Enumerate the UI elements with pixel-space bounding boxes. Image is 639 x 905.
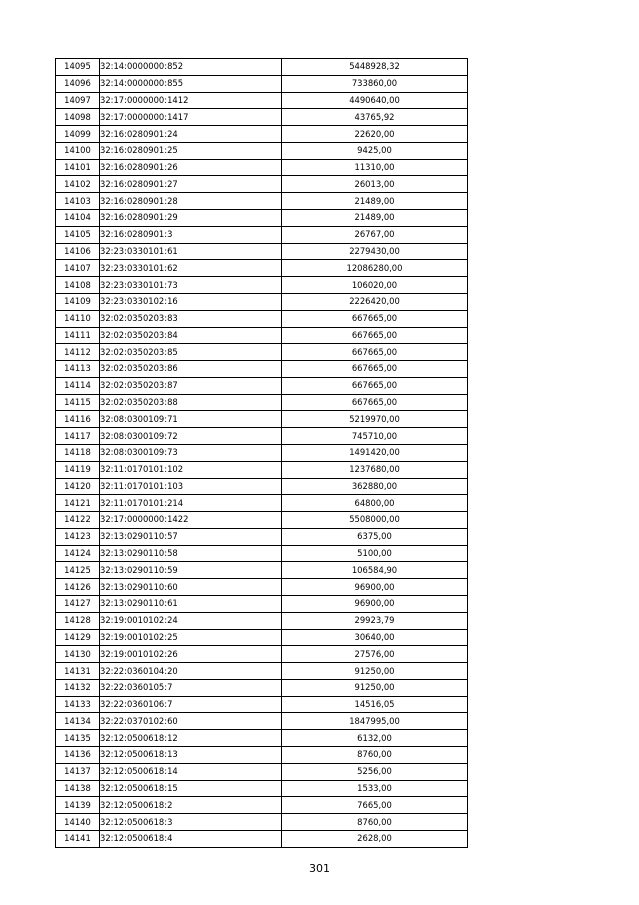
cadastral-value-cell: 5100,00 (282, 545, 468, 562)
cadastral-number-cell: 32:16:0280901:25 (100, 142, 282, 159)
cadastral-number-cell: 32:12:0500618:14 (100, 763, 282, 780)
table-row (56, 142, 468, 159)
table-row (56, 830, 468, 847)
cadastral-value-cell: 26013,00 (282, 176, 468, 193)
cadastral-value-cell: 96900,00 (282, 579, 468, 596)
table-row (56, 109, 468, 126)
cadastral-value-cell: 8760,00 (282, 747, 468, 764)
cadastral-value-cell: 362880,00 (282, 478, 468, 495)
row-number-cell: 14125 (56, 562, 100, 579)
cadastral-value-cell: 5219970,00 (282, 411, 468, 428)
row-number-cell: 14121 (56, 495, 100, 512)
row-number-cell: 14098 (56, 109, 100, 126)
cadastral-number-cell: 32:13:0290110:58 (100, 545, 282, 562)
table-row (56, 814, 468, 831)
row-number-cell: 14106 (56, 243, 100, 260)
cadastral-value-cell: 7665,00 (282, 797, 468, 814)
cadastral-value-cell: 667665,00 (282, 377, 468, 394)
table-row (56, 646, 468, 663)
cadastral-number-cell: 32:14:0000000:855 (100, 75, 282, 92)
cadastral-value-cell: 745710,00 (282, 428, 468, 445)
cadastral-number-cell: 32:16:0280901:26 (100, 159, 282, 176)
row-number-cell: 14108 (56, 277, 100, 294)
row-number-cell: 14132 (56, 679, 100, 696)
cadastral-value-cell: 27576,00 (282, 646, 468, 663)
table-row (56, 545, 468, 562)
row-number-cell: 14111 (56, 327, 100, 344)
cadastral-value-cell: 106020,00 (282, 277, 468, 294)
table-row (56, 780, 468, 797)
cadastral-number-cell: 32:08:0300109:72 (100, 428, 282, 445)
cadastral-value-cell: 91250,00 (282, 679, 468, 696)
cadastral-number-cell: 32:22:0360104:20 (100, 663, 282, 680)
cadastral-number-cell: 32:12:0500618:12 (100, 730, 282, 747)
cadastral-number-cell: 32:16:0280901:29 (100, 210, 282, 227)
cadastral-value-cell: 11310,00 (282, 159, 468, 176)
cadastral-value-cell: 21489,00 (282, 210, 468, 227)
cadastral-number-cell: 32:16:0280901:28 (100, 193, 282, 210)
cadastral-number-cell: 32:19:0010102:24 (100, 612, 282, 629)
table-row (56, 512, 468, 529)
cadastral-value-cell: 106584,90 (282, 562, 468, 579)
cadastral-number-cell: 32:08:0300109:73 (100, 444, 282, 461)
table-row (56, 193, 468, 210)
row-number-cell: 14113 (56, 361, 100, 378)
table-row (56, 663, 468, 680)
table-row (56, 260, 468, 277)
row-number-cell: 14133 (56, 696, 100, 713)
table-row (56, 478, 468, 495)
table-row (56, 75, 468, 92)
cadastral-value-cell: 26767,00 (282, 226, 468, 243)
cadastral-value-cell: 2628,00 (282, 830, 468, 847)
cadastral-value-cell: 2226420,00 (282, 293, 468, 310)
table-row (56, 461, 468, 478)
cadastral-value-cell: 91250,00 (282, 663, 468, 680)
cadastral-value-cell: 96900,00 (282, 596, 468, 613)
row-number-cell: 14127 (56, 596, 100, 613)
table-row (56, 444, 468, 461)
row-number-cell: 14128 (56, 612, 100, 629)
row-number-cell: 14126 (56, 579, 100, 596)
row-number-cell: 14114 (56, 377, 100, 394)
table-row (56, 377, 468, 394)
table-row (56, 344, 468, 361)
table-row (56, 226, 468, 243)
table-row (56, 243, 468, 260)
table-row (56, 411, 468, 428)
row-number-cell: 14123 (56, 528, 100, 545)
cadastral-number-cell: 32:23:0330102:16 (100, 293, 282, 310)
cadastral-number-cell: 32:17:0000000:1422 (100, 512, 282, 529)
table-body (56, 59, 468, 848)
row-number-cell: 14101 (56, 159, 100, 176)
row-number-cell: 14129 (56, 629, 100, 646)
row-number-cell: 14124 (56, 545, 100, 562)
row-number-cell: 14120 (56, 478, 100, 495)
cadastral-value-cell: 22620,00 (282, 126, 468, 143)
cadastral-number-cell: 32:11:0170101:214 (100, 495, 282, 512)
table-row (56, 696, 468, 713)
cadastral-value-cell: 12086280,00 (282, 260, 468, 277)
table-row (56, 495, 468, 512)
cadastral-value-cell: 6375,00 (282, 528, 468, 545)
cadastral-value-cell: 733860,00 (282, 75, 468, 92)
row-number-cell: 14107 (56, 260, 100, 277)
table-row (56, 210, 468, 227)
cadastral-value-cell: 9425,00 (282, 142, 468, 159)
row-number-cell: 14096 (56, 75, 100, 92)
cadastral-number-cell: 32:02:0350203:86 (100, 361, 282, 378)
cadastral-number-cell: 32:22:0360105:7 (100, 679, 282, 696)
row-number-cell: 14141 (56, 830, 100, 847)
cadastral-value-table (55, 58, 468, 848)
table-row (56, 126, 468, 143)
table-row (56, 562, 468, 579)
table-row (56, 59, 468, 76)
table-row (56, 747, 468, 764)
cadastral-number-cell: 32:16:0280901:3 (100, 226, 282, 243)
table-row (56, 629, 468, 646)
cadastral-value-cell: 1237680,00 (282, 461, 468, 478)
cadastral-value-cell: 667665,00 (282, 310, 468, 327)
row-number-cell: 14117 (56, 428, 100, 445)
row-number-cell: 14109 (56, 293, 100, 310)
cadastral-number-cell: 32:12:0500618:2 (100, 797, 282, 814)
cadastral-number-cell: 32:02:0350203:88 (100, 394, 282, 411)
cadastral-value-cell: 667665,00 (282, 327, 468, 344)
cadastral-number-cell: 32:16:0280901:27 (100, 176, 282, 193)
row-number-cell: 14104 (56, 210, 100, 227)
row-number-cell: 14138 (56, 780, 100, 797)
cadastral-value-cell: 21489,00 (282, 193, 468, 210)
row-number-cell: 14136 (56, 747, 100, 764)
row-number-cell: 14102 (56, 176, 100, 193)
table-row (56, 679, 468, 696)
cadastral-number-cell: 32:02:0350203:83 (100, 310, 282, 327)
cadastral-value-cell: 8760,00 (282, 814, 468, 831)
row-number-cell: 14130 (56, 646, 100, 663)
cadastral-value-cell: 6132,00 (282, 730, 468, 747)
cadastral-value-cell: 5508000,00 (282, 512, 468, 529)
cadastral-number-cell: 32:23:0330101:61 (100, 243, 282, 260)
cadastral-value-cell: 2279430,00 (282, 243, 468, 260)
cadastral-value-cell: 1533,00 (282, 780, 468, 797)
cadastral-number-cell: 32:02:0350203:84 (100, 327, 282, 344)
table-row (56, 293, 468, 310)
cadastral-number-cell: 32:11:0170101:102 (100, 461, 282, 478)
row-number-cell: 14119 (56, 461, 100, 478)
table-row (56, 579, 468, 596)
cadastral-number-cell: 32:17:0000000:1412 (100, 92, 282, 109)
table-row (56, 428, 468, 445)
table-row (56, 176, 468, 193)
table-row (56, 763, 468, 780)
row-number-cell: 14135 (56, 730, 100, 747)
row-number-cell: 14131 (56, 663, 100, 680)
page-number: 301 (309, 862, 330, 875)
cadastral-number-cell: 32:14:0000000:852 (100, 59, 282, 76)
cadastral-number-cell: 32:02:0350203:87 (100, 377, 282, 394)
cadastral-number-cell: 32:23:0330101:62 (100, 260, 282, 277)
row-number-cell: 14140 (56, 814, 100, 831)
row-number-cell: 14097 (56, 92, 100, 109)
row-number-cell: 14105 (56, 226, 100, 243)
row-number-cell: 14118 (56, 444, 100, 461)
cadastral-number-cell: 32:13:0290110:60 (100, 579, 282, 596)
table-row (56, 394, 468, 411)
cadastral-number-cell: 32:22:0360106:7 (100, 696, 282, 713)
row-number-cell: 14110 (56, 310, 100, 327)
table-row (56, 327, 468, 344)
cadastral-number-cell: 32:13:0290110:61 (100, 596, 282, 613)
table-row (56, 92, 468, 109)
cadastral-number-cell: 32:19:0010102:26 (100, 646, 282, 663)
cadastral-value-cell: 29923,79 (282, 612, 468, 629)
row-number-cell: 14122 (56, 512, 100, 529)
cadastral-value-cell: 4490640,00 (282, 92, 468, 109)
cadastral-number-cell: 32:12:0500618:15 (100, 780, 282, 797)
cadastral-value-cell: 43765,92 (282, 109, 468, 126)
cadastral-number-cell: 32:12:0500618:13 (100, 747, 282, 764)
table-row (56, 277, 468, 294)
row-number-cell: 14095 (56, 59, 100, 76)
row-number-cell: 14115 (56, 394, 100, 411)
table-row (56, 612, 468, 629)
cadastral-value-cell: 14516,05 (282, 696, 468, 713)
cadastral-number-cell: 32:08:0300109:71 (100, 411, 282, 428)
cadastral-number-cell: 32:12:0500618:4 (100, 830, 282, 847)
table-row (56, 730, 468, 747)
row-number-cell: 14103 (56, 193, 100, 210)
cadastral-number-cell: 32:16:0280901:24 (100, 126, 282, 143)
cadastral-number-cell: 32:13:0290110:57 (100, 528, 282, 545)
table-row (56, 361, 468, 378)
cadastral-number-cell: 32:17:0000000:1417 (100, 109, 282, 126)
row-number-cell: 14100 (56, 142, 100, 159)
table-row (56, 528, 468, 545)
row-number-cell: 14116 (56, 411, 100, 428)
cadastral-value-cell: 667665,00 (282, 361, 468, 378)
cadastral-value-cell: 1491420,00 (282, 444, 468, 461)
table-row (56, 713, 468, 730)
table-row (56, 159, 468, 176)
cadastral-number-cell: 32:12:0500618:3 (100, 814, 282, 831)
cadastral-value-cell: 30640,00 (282, 629, 468, 646)
cadastral-value-cell: 667665,00 (282, 394, 468, 411)
cadastral-value-cell: 64800,00 (282, 495, 468, 512)
row-number-cell: 14134 (56, 713, 100, 730)
cadastral-number-cell: 32:23:0330101:73 (100, 277, 282, 294)
cadastral-number-cell: 32:19:0010102:25 (100, 629, 282, 646)
row-number-cell: 14137 (56, 763, 100, 780)
table-row (56, 596, 468, 613)
cadastral-value-cell: 5256,00 (282, 763, 468, 780)
cadastral-value-cell: 5448928,32 (282, 59, 468, 76)
cadastral-number-cell: 32:13:0290110:59 (100, 562, 282, 579)
row-number-cell: 14099 (56, 126, 100, 143)
cadastral-number-cell: 32:02:0350203:85 (100, 344, 282, 361)
cadastral-number-cell: 32:11:0170101:103 (100, 478, 282, 495)
cadastral-number-cell: 32:22:0370102:60 (100, 713, 282, 730)
row-number-cell: 14112 (56, 344, 100, 361)
row-number-cell: 14139 (56, 797, 100, 814)
cadastral-value-cell: 667665,00 (282, 344, 468, 361)
table-row (56, 310, 468, 327)
table-row (56, 797, 468, 814)
cadastral-value-cell: 1847995,00 (282, 713, 468, 730)
